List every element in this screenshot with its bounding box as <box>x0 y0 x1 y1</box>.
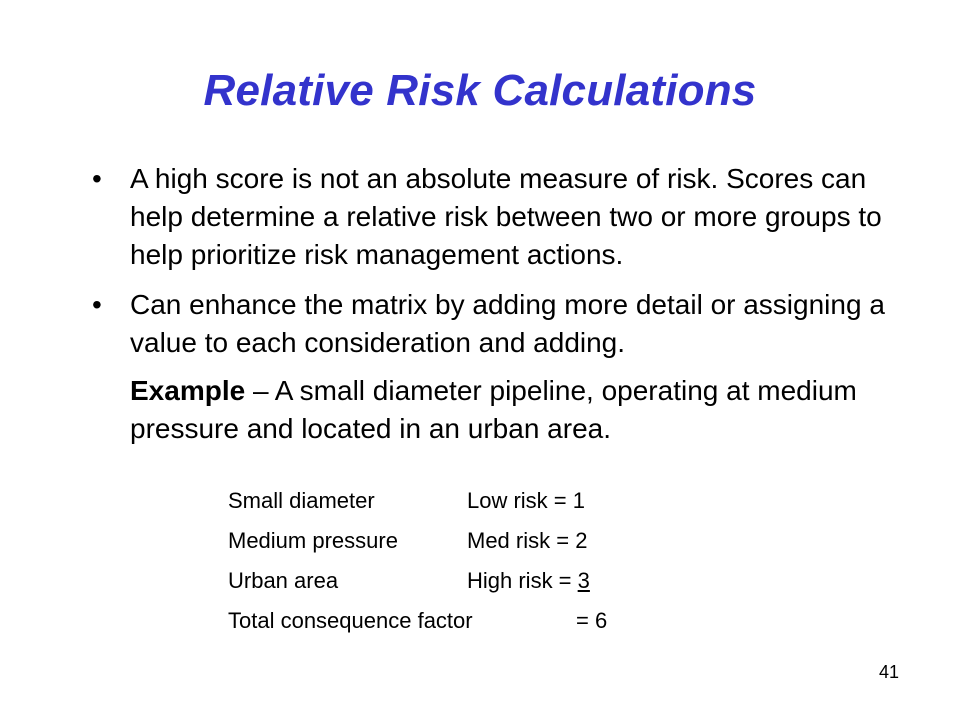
bullet-item <box>92 160 922 274</box>
bullet-list <box>92 160 922 448</box>
factor-label: Medium pressure <box>228 528 398 553</box>
example-paragraph <box>92 372 922 448</box>
example-label: Example <box>130 375 246 406</box>
bullet-icon: • <box>92 289 102 320</box>
factor-label: Small diameter <box>228 488 375 513</box>
risk-prefix: High risk = <box>467 568 578 593</box>
bullet-icon: • <box>92 163 102 194</box>
bullet-text: A high score is not an absolute measure of risk. Scores can help determine a relative risk between two or more groups to help prioritize risk management actions. <box>130 163 882 270</box>
risk-value: Med risk = 2 <box>467 528 588 553</box>
bullet-item <box>92 286 922 362</box>
example-text: – A small diameter pipeline, operating at medium pressure and located in an urban area. <box>130 375 857 444</box>
slide-title: Relative Risk Calculations <box>203 66 757 115</box>
risk-value: Low risk = 1 <box>467 488 585 513</box>
total-value: = 6 <box>576 608 608 633</box>
risk-number: 3 <box>577 568 590 593</box>
bullet-text: Can enhance the matrix by adding more detail or assigning a value to each consideration and adding. <box>130 289 885 358</box>
risk-value <box>467 566 590 596</box>
total-label: Total consequence factor <box>228 608 473 633</box>
page-number: 41 <box>878 662 899 682</box>
factor-label: Urban area <box>228 568 339 593</box>
